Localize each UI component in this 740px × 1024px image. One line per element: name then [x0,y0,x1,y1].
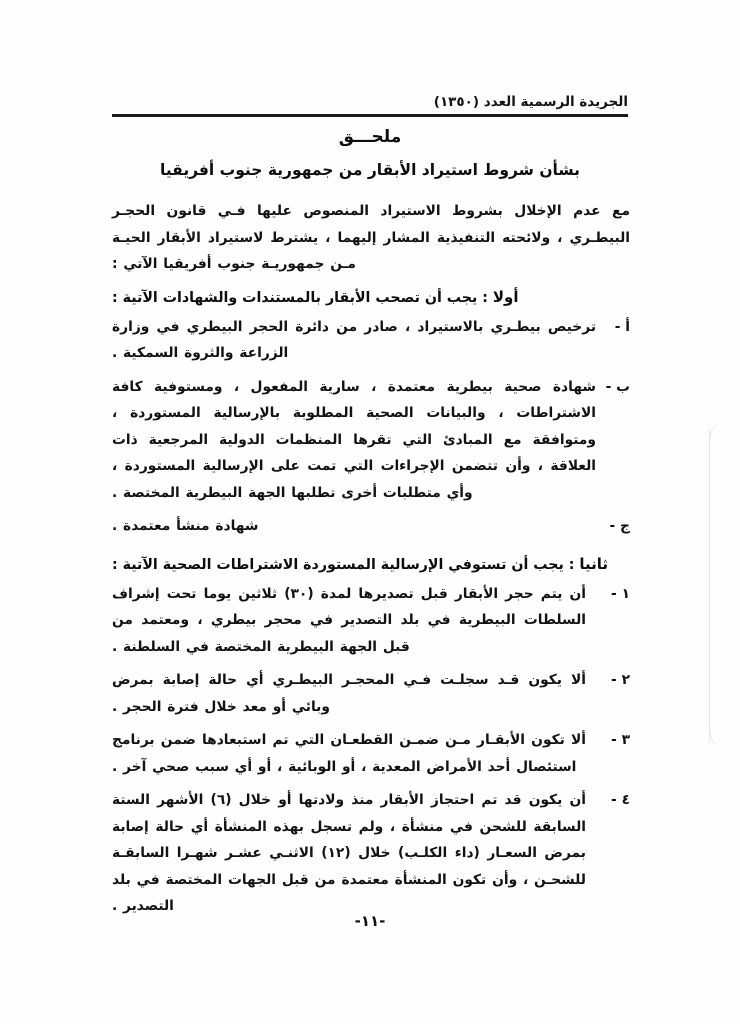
list-item-text: ألا تكون الأبقـار مـن ضمـن القطعـان التي تم استبعادها ضمن برنامج استئصال أحد الأمراض المعدية ، أو الوبائية ، أو أي سبب صحي آخر . [112,732,586,775]
section-heading-text-first: يجب أن تصحب الأبقار بالمستندات والشهادات الآتية : [112,289,478,306]
list-item-text: ترخيص بيطـري بالاستيراد ، صادر من دائرة الحجر البيطري في وزارة الزراعة والثروة السمكية . [112,318,596,361]
list-item-text: أن يتم حجر الأبقار قبل تصديرها لمدة (٣٠) ثلاثين يوما تحت إشراف السلطات البيطرية في بلد التصدير في محجر بيطري ، ومعتمد من قبل الجهة البيطرية المختصة في السلطنة . [112,585,586,655]
list-item-marker: أ - [614,318,630,335]
gazette-header-text: الجريدة الرسمية العدد (١٣٥٠) [433,94,628,110]
table-row [112,787,630,920]
section-heading-first [112,284,630,312]
list-item-marker: ج - [609,518,630,534]
gazette-running-header [112,94,628,117]
list-item-marker: ب - [605,378,630,395]
page-subtitle: بشأن شروط استيراد الأبقار من جمهورية جنوب أفريقيا [160,161,580,179]
list-item [112,314,630,367]
section-ordinal-first: أولا [492,287,519,306]
section-heading-text-second: يجب أن تستوفي الإرسالية المستوردة الاشتراطات الصحية الآتية : [112,556,564,573]
list-item-marker: ٣ - [611,732,630,748]
lead-paragraph: مع عدم الإخلال بشروط الاستيراد المنصوص عليها فـي قانون الحجـر البيطـري ، ولائحته التنفيذية المشار إليهما ، يشترط لاستيراد الأبقار الحيـة مـن جمهوريـة جنوب أفريقيا الآتي : [112,203,630,272]
page-title: ملحـــق [338,127,402,147]
section-ordinal-second: ثانيا [579,554,609,573]
document-body [112,198,630,922]
list-item-text: شهادة صحية بيطرية معتمدة ، سارية المفعول ، ومستوفية كافة الاشتراطات ، والبيانات الصحية المطلوبة بالإرسالية المستوردة ، ومتوافقة مع المبادئ التي تقرها المنظمات الدولية المرجعية ذات العلاقة ، وأن تتضمن الإجراءات التي تمت على الإرسالية المستوردة ، وأي متطلبات أخرى تطلبها الجهة البيطرية المختصة . [112,378,596,501]
spacer [112,542,630,547]
section-heading-second [112,551,630,579]
list-item-text: شهادة منشأ معتمدة . [112,518,259,534]
table-row [112,581,630,661]
list-item-text: ألا يكون قـد سجلـت فـي المحجـر البيطـري أي حالة إصابة بمرض وبائي أو معد خلال فترة الحجر . [112,672,586,715]
header-horizontal-rule [112,114,628,117]
list-item-marker: ٢ - [611,672,630,688]
page-number: -١١- [354,912,386,930]
list-item-marker: ٤ - [611,792,630,808]
table-row [112,667,630,720]
table-row [112,727,630,780]
list-item [112,513,630,540]
list-item-text: أن يكون قد تم احتجاز الأبقار منذ ولادتها أو خلال (٦) الأشهر الستة السابقة للشحن في منشأة ، ولم تسجل بهذه المنشأة أي حالة إصابة بمرض السعـار (داء الكلـب) خلال (١٢) الاثنـي عشـر شهـرا السابقـة للشحـن ، وأن تكون المنشأة معتمدة من قبل الجهات المختصة في بلد التصدير . [112,792,586,914]
list-item [112,374,630,507]
list-item-marker: ١ - [611,585,630,602]
section-separator-first: : [477,289,493,306]
section-separator-second: : [563,556,580,573]
